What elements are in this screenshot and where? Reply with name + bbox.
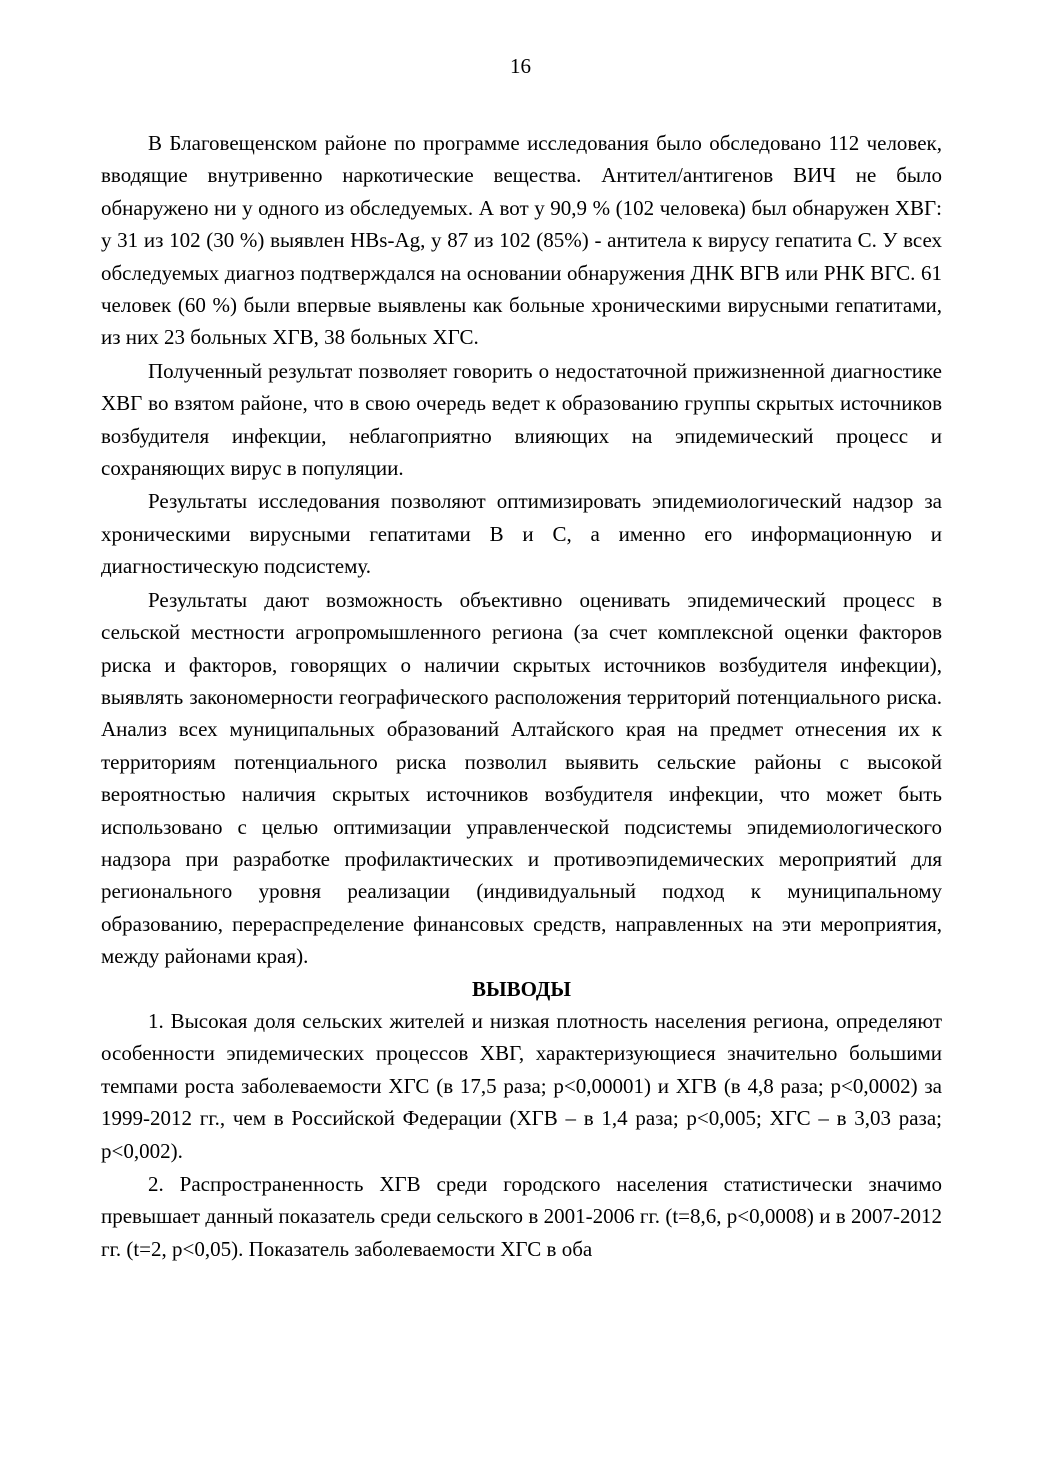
paragraph-risk-territories: Результаты дают возможность объективно оценивать эпидемический процесс в сельской местности агропромышленного региона (за счет комплексной оценки факторов риска и факторов, говорящих о наличии скрытых источников возбудителя инфекции), выявлять закономерности географического расположения территорий потенциального риска. Анализ всех муниципальных образований Алтайского края на предмет отнесения их к территориям потенциального риска позволил выявить сельские районы с высокой вероятностью наличия скрытых источников возбудителя инфекции, что может быть использовано с целью оптимизации управленческой подсистемы эпидемиологического надзора при разработке профилактических и противоэпидемических мероприятий для регионального уровня реализации (индивидуальный подход к муниципальному образованию, перераспределение финансовых средств, направленных на эти мероприятия, между районами края). bbox=[101, 587, 942, 969]
document-body bbox=[101, 127, 942, 1265]
paragraph-blagoveshchensk-survey: В Благовещенском районе по программе исследования было обследовано 112 человек, вводящие внутривенно наркотические вещества. Антител/антигенов ВИЧ не было обнаружено ни у одного из обследуемых. А вот у 90,9 % (102 человека) был обнаружен ХВГ: у 31 из 102 (30 %) выявлен HBs-Ag, у 87 из 102 (85%) - антитела к вирусу гепатита С. У всех обследуемых диагноз подтверждался на основании обнаружения ДНК ВГВ или РНК ВГС. 61 человек (60 %) были впервые выявлены как больные хроническими вирусными гепатитами, из них 23 больных ХГВ, 38 больных ХГС. bbox=[101, 131, 942, 350]
page-number: 16 bbox=[510, 54, 531, 78]
paragraph-diagnostics-result: Полученный результат позволяет говорить о недостаточной прижизненной диагностике ХВГ во взятом районе, что в свою очередь ведет к образованию группы скрытых источников возбудителя инфекции, неблагоприятно влияющих на эпидемический процесс и сохраняющих вирус в популяции. bbox=[101, 358, 942, 481]
paragraph-surveillance-optimization: Результаты исследования позволяют оптимизировать эпидемиологический надзор за хроническими вирусными гепатитами В и С, а именно его информационную и диагностическую подсистему. bbox=[101, 489, 942, 579]
section-heading-conclusions: ВЫВОДЫ bbox=[472, 976, 571, 1001]
conclusion-item: 2. Распространенность ХГВ среди городского населения статистически значимо превышает данный показатель среди сельского в 2001-2006 гг. (t=8,6, p<0,0008) и в 2007-2012 гг. (t=2, p<0,05). Показатель заболеваемости ХГС в оба bbox=[101, 1172, 942, 1261]
conclusion-item: 1. Высокая доля сельских жителей и низкая плотность населения региона, определяют особенности эпидемических процессов ХВГ, характеризующиеся значительно большими темпами роста заболеваемости ХГС (в 17,5 раза; p<0,00001) и ХГВ (в 4,8 раза; p<0,0002) за 1999-2012 гг., чем в Российской Федерации (ХГВ – в 1,4 раза; p<0,005; ХГС – в 3,03 раза; p<0,002). bbox=[101, 1008, 942, 1163]
